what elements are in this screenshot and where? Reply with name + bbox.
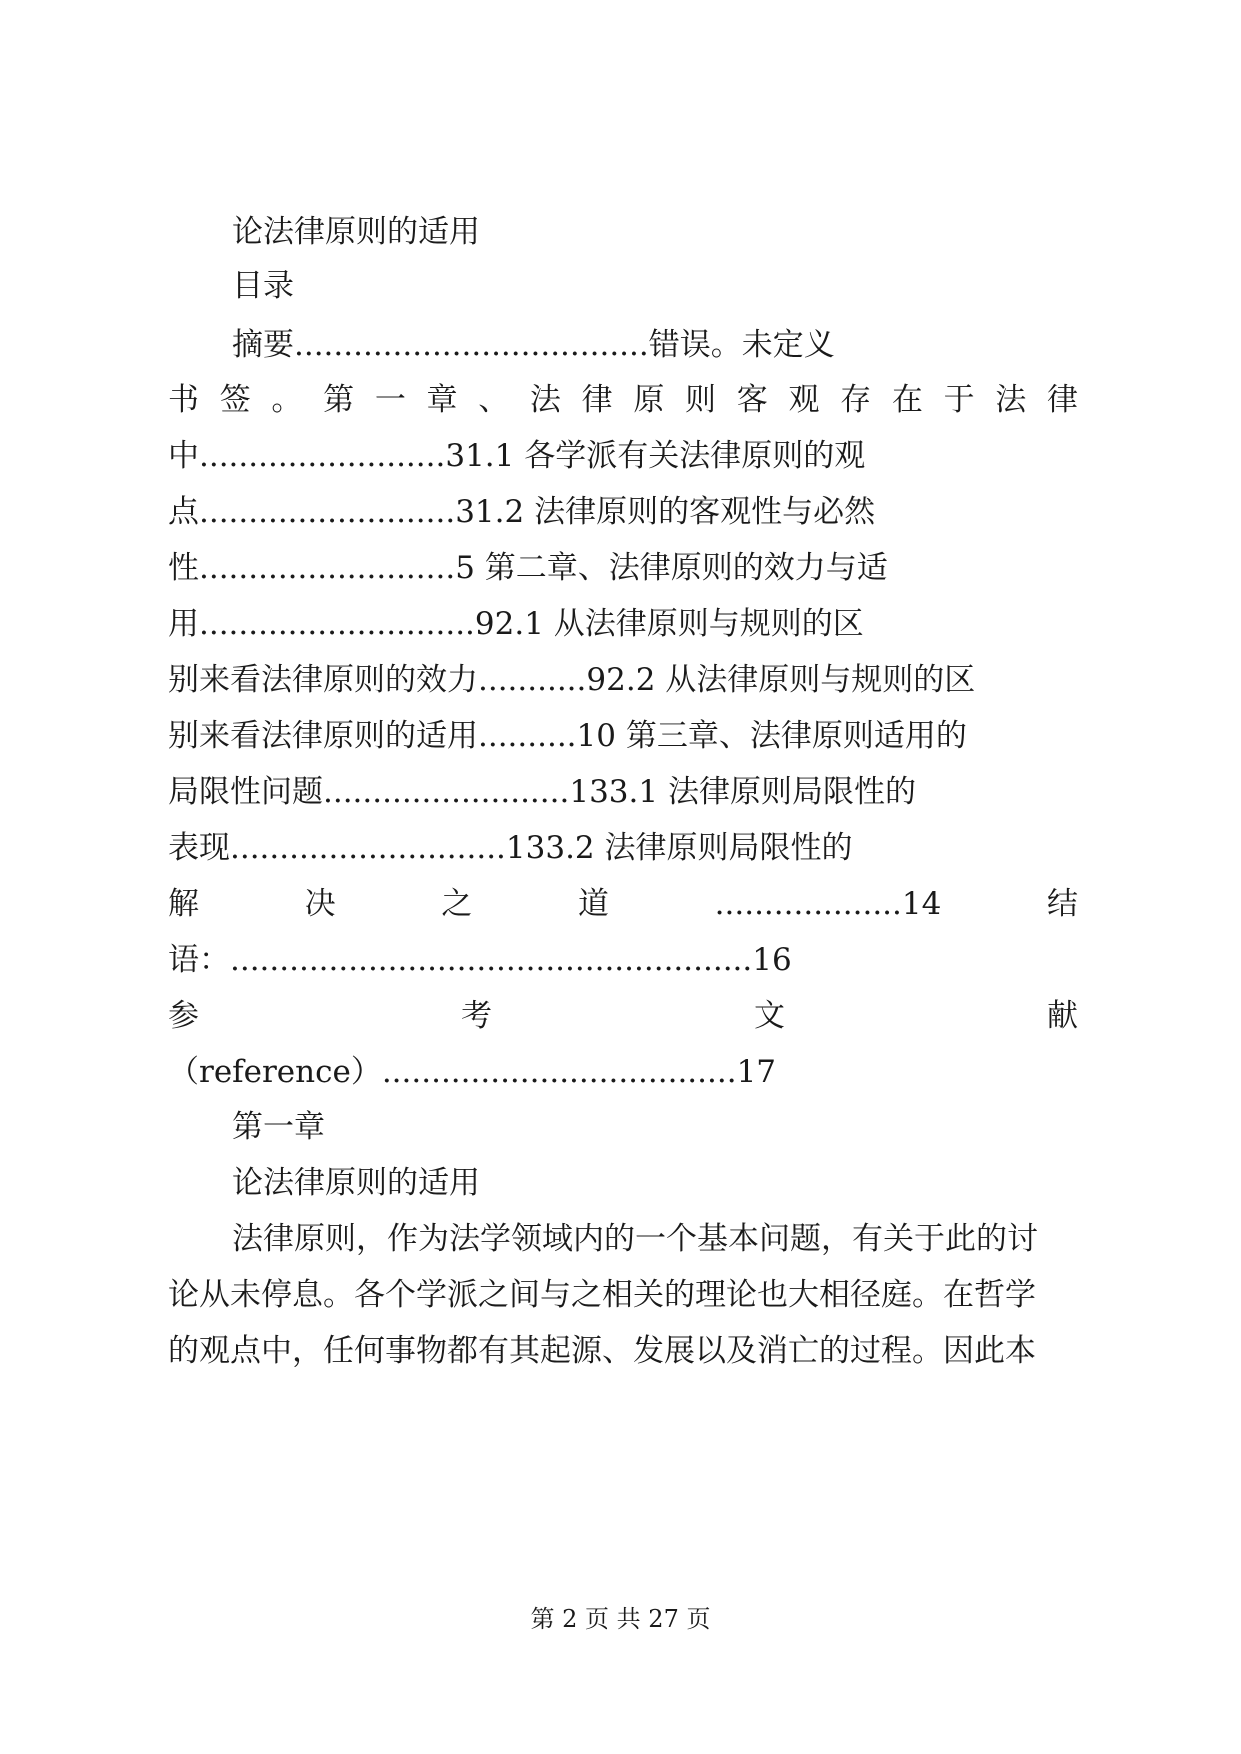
chapter-title: 论法律原则的适用 [232,1165,480,1201]
toc-line: 书 签 。 第 一 章 、 法 律 原 则 客 观 存 在 于 法 律 [168,382,1078,418]
toc-line: 局限性问题.........................133.1 法律原则局限性的 [168,774,916,810]
toc-line: 摘要....................................错误。未定义 [232,327,835,363]
toc-line: 别来看法律原则的适用..........10 第三章、法律原则适用的 [168,718,967,754]
toc-line: 点..........................31.2 法律原则的客观性与必然 [168,494,876,530]
toc-heading: 目录 [232,268,294,304]
toc-line: 性..........................5 第二章、法律原则的效力与适 [168,550,888,586]
toc-line: 参 考 文 献 [168,998,1078,1034]
chapter-heading: 第一章 [232,1109,325,1145]
toc-line: 别来看法律原则的效力...........92.2 从法律原则与规则的区 [168,662,976,698]
toc-line: 解 决 之 道 ...................14 结 [168,886,1078,922]
toc-line: 中.........................31.1 各学派有关法律原则的观 [168,438,866,474]
toc-line: （reference）....................................17 [168,1054,777,1090]
page-footer: 第 2 页 共 27 页 [530,1605,711,1633]
body-paragraph-line: 论从未停息。各个学派之间与之相关的理论也大相径庭。在哲学 [168,1277,1036,1313]
body-paragraph-line: 法律原则，作为法学领域内的一个基本问题，有关于此的讨 [232,1221,1038,1257]
toc-line: 语：.....................................................16 [168,942,792,978]
document-title: 论法律原则的适用 [232,214,480,250]
toc-line: 用............................92.1 从法律原则与规则的区 [168,606,864,642]
body-paragraph-line: 的观点中，任何事物都有其起源、发展以及消亡的过程。因此本 [168,1333,1036,1369]
toc-line: 表现............................133.2 法律原则局限性的 [168,830,853,866]
